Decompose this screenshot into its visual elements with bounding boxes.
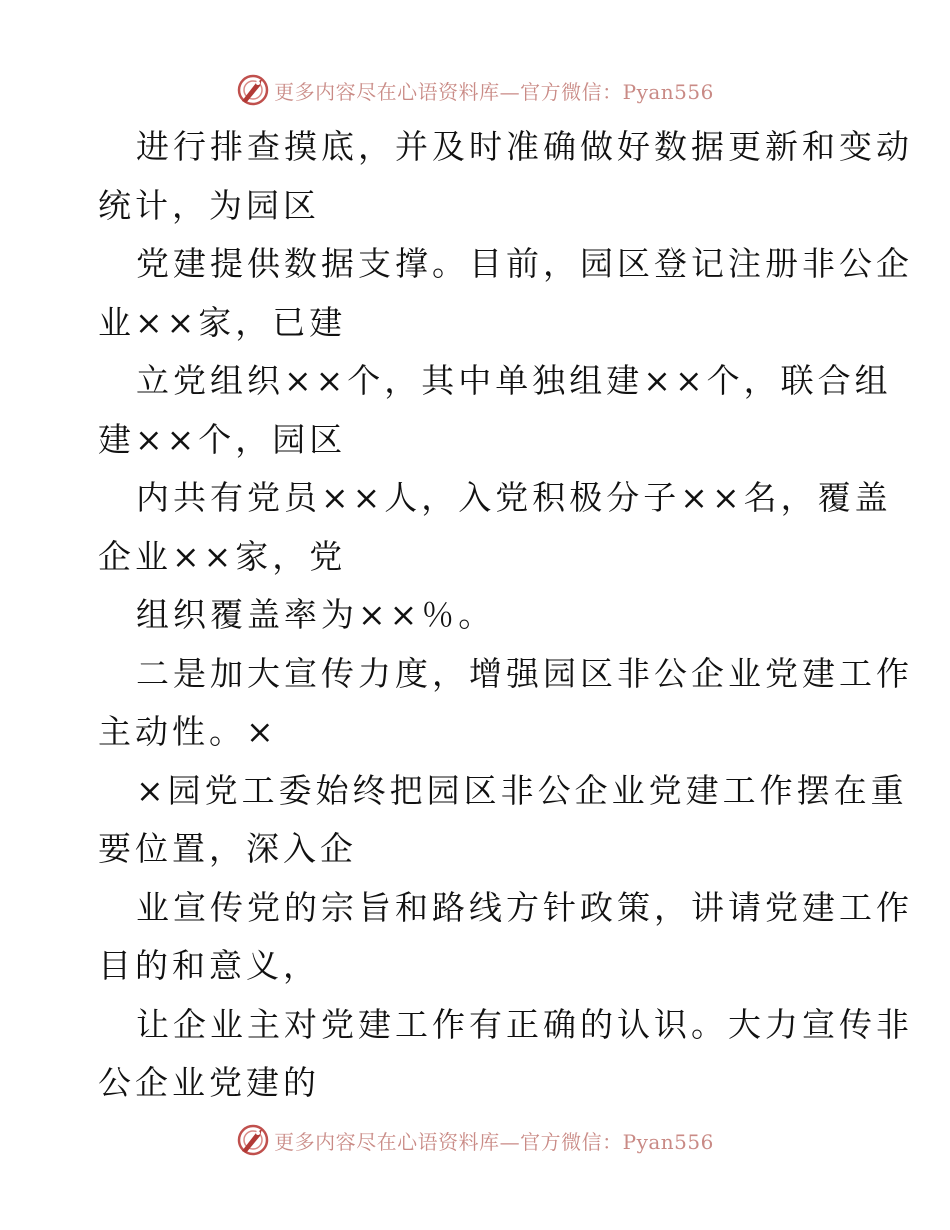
header-watermark bbox=[0, 70, 950, 110]
text-line: 建××个，园区 bbox=[98, 419, 347, 459]
watermark-text: 更多内容尽在心语资料库—官方微信：Pyan556 bbox=[274, 1129, 714, 1154]
text-line: 内共有党员××人，入党积极分子××名，覆盖 bbox=[136, 478, 892, 517]
footer-watermark bbox=[0, 1120, 950, 1160]
text-line: 党建提供数据支撑。目前，园区登记注册非公企 bbox=[136, 244, 913, 283]
text-line: 进行排查摸底，并及时准确做好数据更新和变动 bbox=[136, 127, 913, 166]
pen-logo-icon bbox=[236, 73, 270, 107]
text-line: 统计，为园区 bbox=[98, 185, 320, 225]
pen-logo-icon bbox=[236, 1123, 270, 1157]
document-body bbox=[98, 118, 913, 1113]
text-line: 业宣传党的宗旨和路线方针政策，讲请党建工作 bbox=[136, 887, 913, 927]
text-line: 公企业党建的 bbox=[98, 1063, 320, 1102]
text-line: 业××家，已建 bbox=[98, 302, 347, 342]
text-line: 二是加大宣传力度，增强园区非公企业党建工作 bbox=[136, 653, 913, 693]
text-line: 立党组织××个，其中单独组建××个，联合组 bbox=[136, 361, 892, 400]
text-line: 企业××家，党 bbox=[98, 536, 347, 576]
text-line: 目的和意义， bbox=[98, 946, 320, 985]
text-line: ×园党工委始终把园区非公企业党建工作摆在重 bbox=[136, 770, 908, 810]
text-line: 让企业主对党建工作有正确的认识。大力宣传非 bbox=[136, 1004, 913, 1044]
watermark-text: 更多内容尽在心语资料库—官方微信：Pyan556 bbox=[274, 79, 714, 104]
text-line: 组织覆盖率为××％。 bbox=[136, 595, 496, 634]
text-line: 要位置，深入企 bbox=[98, 829, 357, 868]
text-line: 主动性。× bbox=[98, 712, 278, 751]
